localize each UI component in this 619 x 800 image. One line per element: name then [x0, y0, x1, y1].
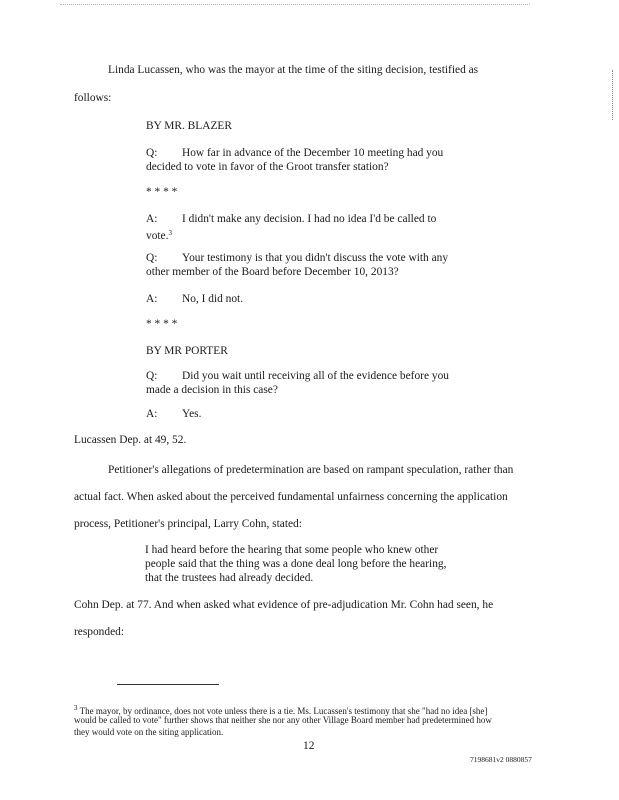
q1-text-line-2: decided to vote in favor of the Groot transfer station?: [146, 161, 389, 173]
page-number: 12: [303, 740, 315, 752]
para-line-2: actual fact. When asked about the perceived fundamental unfairness concerning the application: [74, 491, 508, 503]
scan-margin-mark: [612, 70, 614, 120]
q2-label: Q:: [146, 252, 158, 264]
q1-label: Q:: [146, 147, 158, 159]
block-quote-line-2: people said that the thing was a done deal long before the hearing,: [145, 558, 447, 570]
a2-label: A:: [146, 293, 158, 305]
citation-cohn-line-1: Cohn Dep. at 77. And when asked what evidence of pre-adjudication Mr. Cohn had seen, he: [74, 599, 494, 611]
q3-text-line-2: made a decision in this case?: [146, 384, 278, 396]
para-line-1: Petitioner's allegations of predetermination are based on rampant speculation, rather than: [108, 464, 514, 476]
ellipsis-stars-1: * * * *: [146, 186, 178, 198]
q3-label: Q:: [146, 370, 158, 382]
a2-text: No, I did not.: [182, 293, 244, 305]
intro-line-2: follows:: [74, 92, 112, 104]
q1-text-line-1: How far in advance of the December 10 meeting had you: [182, 147, 444, 159]
a1-text: vote.: [146, 230, 169, 242]
intro-line-1: Linda Lucassen, who was the mayor at the time of the siting decision, testified as: [108, 64, 479, 76]
examiner-heading-porter: BY MR PORTER: [146, 345, 228, 357]
footnote-separator: [117, 684, 219, 685]
document-id: 7198681v2 0880857: [470, 755, 532, 764]
scan-top-edge: [60, 4, 530, 5]
footnote-number: 3: [74, 704, 78, 712]
para-line-3: process, Petitioner's principal, Larry Cohn, stated:: [74, 518, 302, 530]
block-quote-line-1: I had heard before the hearing that some people who knew other: [145, 544, 439, 556]
a1-text-line-1: I didn't make any decision. I had no idea I'd be called to: [182, 213, 437, 225]
q2-text-line-2: other member of the Board before December 10, 2013?: [146, 266, 399, 278]
citation-lucassen: Lucassen Dep. at 49, 52.: [74, 434, 187, 446]
a3-text: Yes.: [182, 408, 202, 420]
q3-text-line-1: Did you wait until receiving all of the evidence before you: [182, 370, 449, 382]
q2-text-line-1: Your testimony is that you didn't discuss the vote with any: [182, 252, 449, 264]
a1-label: A:: [146, 213, 158, 225]
footnote-ref: 3: [168, 229, 172, 237]
footnote-text-1: The mayor, by ordinance, does not vote unless there is a tie. Ms. Lucassen's testimony that she "had no idea [she]: [79, 706, 488, 716]
examiner-heading-blazer: BY MR. BLAZER: [146, 120, 232, 132]
block-quote-line-3: that the trustees had already decided.: [145, 572, 314, 584]
ellipsis-stars-2: * * * *: [146, 318, 178, 330]
footnote-line-3: they would vote on the siting application.: [74, 727, 224, 737]
a1-text-line-2: [146, 226, 172, 243]
footnote-line-2: would be called to vote" further shows that neither she nor any other Village Board member had predetermined how: [74, 715, 492, 725]
citation-cohn-line-2: responded:: [74, 626, 124, 638]
a3-label: A:: [146, 408, 158, 420]
